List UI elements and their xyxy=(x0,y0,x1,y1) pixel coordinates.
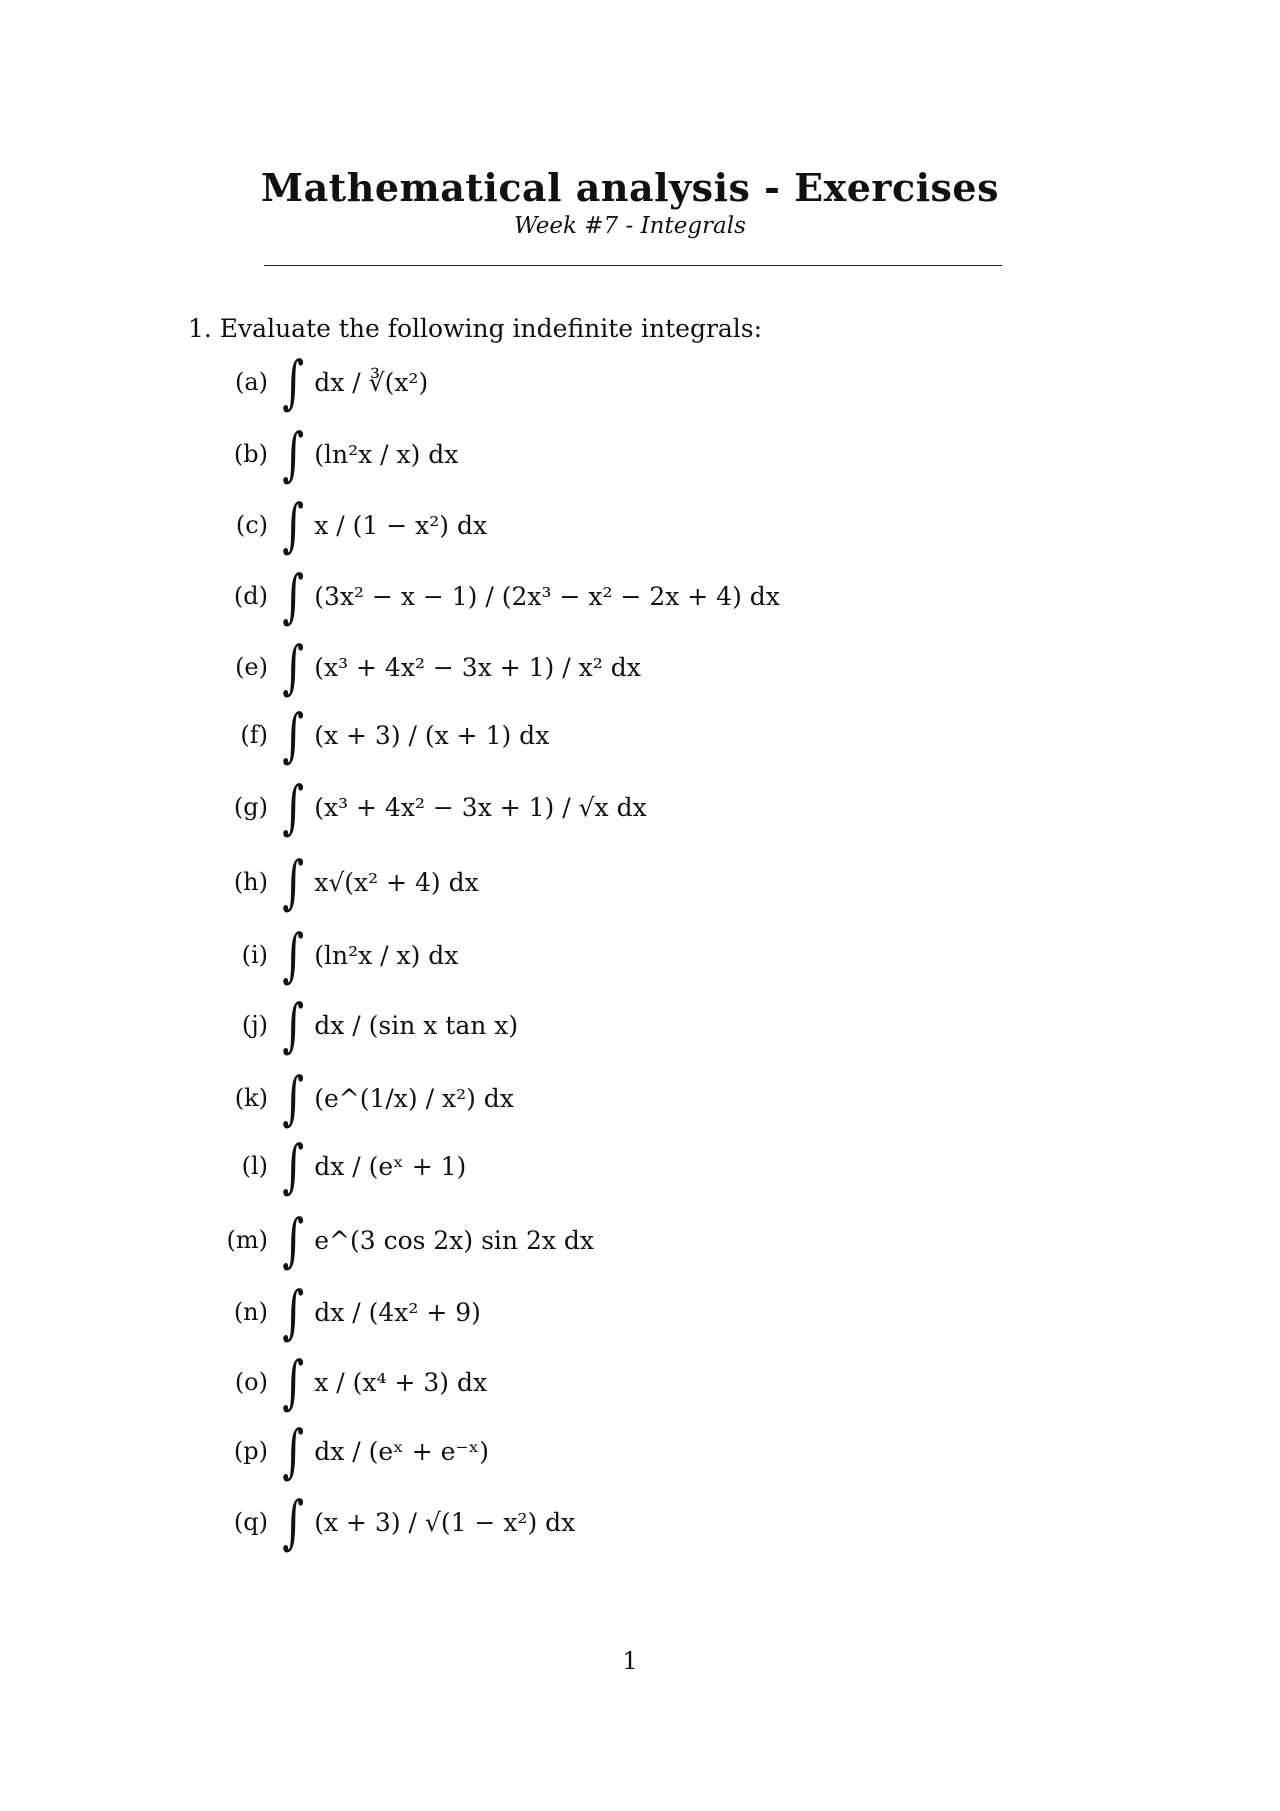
integral-sign: ∫ xyxy=(282,633,304,701)
item-label: (h) xyxy=(233,868,268,896)
integral-item xyxy=(222,1348,488,1416)
integral-expression: (x³ + 4x² − 3x + 1) / x² dx xyxy=(314,652,641,682)
item-label: (g) xyxy=(233,793,268,821)
integral-item xyxy=(222,420,459,488)
item-label: (k) xyxy=(234,1084,268,1112)
integral-expression: dx / ∛(x²) xyxy=(314,367,429,397)
integral-expression: (x + 3) / (x + 1) dx xyxy=(314,720,550,750)
integral-item xyxy=(222,562,780,630)
integral-expression: dx / (sin x tan x) xyxy=(314,1010,519,1040)
integral-item xyxy=(222,991,519,1059)
integral-expression: (x + 3) / √(1 − x²) dx xyxy=(314,1507,576,1537)
page-number: 1 xyxy=(622,1647,638,1675)
integral-item xyxy=(222,1206,595,1274)
integral-expression: (e^(1/x) / x²) dx xyxy=(314,1083,514,1113)
integral-expression: x / (1 − x²) dx xyxy=(314,510,488,540)
integral-item xyxy=(222,633,641,701)
integral-item xyxy=(222,1488,576,1556)
item-label: (i) xyxy=(241,941,268,969)
item-label: (c) xyxy=(235,511,268,539)
item-label: (e) xyxy=(235,653,268,681)
integral-item xyxy=(222,773,647,841)
integral-expression: (ln²x / x) dx xyxy=(314,940,459,970)
item-label: (j) xyxy=(241,1011,268,1039)
integral-expression: dx / (4x² + 9) xyxy=(314,1297,481,1327)
integral-sign: ∫ xyxy=(282,1278,304,1346)
integral-sign: ∫ xyxy=(282,1064,304,1132)
integral-sign: ∫ xyxy=(282,1132,304,1200)
integral-expression: e^(3 cos 2x) sin 2x dx xyxy=(314,1225,595,1255)
integral-sign: ∫ xyxy=(282,1348,304,1416)
integral-sign: ∫ xyxy=(282,991,304,1059)
integral-sign: ∫ xyxy=(282,420,304,488)
integral-item xyxy=(222,1417,489,1485)
item-label: (b) xyxy=(233,440,268,468)
integral-sign: ∫ xyxy=(282,1206,304,1274)
integral-item xyxy=(222,921,459,989)
item-label: (f) xyxy=(240,721,268,749)
item-label: (l) xyxy=(241,1152,268,1180)
integral-sign: ∫ xyxy=(282,491,304,559)
item-label: (n) xyxy=(233,1298,268,1326)
item-label: (d) xyxy=(233,582,268,610)
integral-expression: (ln²x / x) dx xyxy=(314,439,459,469)
integral-sign: ∫ xyxy=(282,1488,304,1556)
item-label: (p) xyxy=(233,1437,268,1465)
integral-item xyxy=(222,1064,514,1132)
integral-item xyxy=(222,1278,481,1346)
integral-sign: ∫ xyxy=(282,701,304,769)
integral-sign: ∫ xyxy=(282,773,304,841)
integral-sign: ∫ xyxy=(282,921,304,989)
integral-item xyxy=(222,848,479,916)
integral-expression: (x³ + 4x² − 3x + 1) / √x dx xyxy=(314,792,647,822)
exercise-question: 1. Evaluate the following indefinite integrals: xyxy=(188,314,763,343)
item-label: (q) xyxy=(233,1508,268,1536)
item-label: (a) xyxy=(234,368,268,396)
integral-sign: ∫ xyxy=(282,1417,304,1485)
integral-expression: x / (x⁴ + 3) dx xyxy=(314,1367,488,1397)
document-subtitle: Week #7 - Integrals xyxy=(514,213,746,239)
integral-expression: dx / (eˣ + 1) xyxy=(314,1151,467,1181)
document-title: Mathematical analysis - Exercises xyxy=(261,165,999,210)
integral-expression: (3x² − x − 1) / (2x³ − x² − 2x + 4) dx xyxy=(314,581,780,611)
integral-sign: ∫ xyxy=(282,562,304,630)
integral-sign: ∫ xyxy=(282,348,304,416)
integral-expression: dx / (eˣ + e⁻ˣ) xyxy=(314,1436,489,1466)
item-label: (m) xyxy=(226,1226,268,1254)
integral-item xyxy=(222,701,550,769)
integral-item xyxy=(222,348,429,416)
integral-item xyxy=(222,491,488,559)
integral-item xyxy=(222,1132,467,1200)
integral-sign: ∫ xyxy=(282,848,304,916)
item-label: (o) xyxy=(234,1368,268,1396)
integral-expression: x√(x² + 4) dx xyxy=(314,867,479,897)
